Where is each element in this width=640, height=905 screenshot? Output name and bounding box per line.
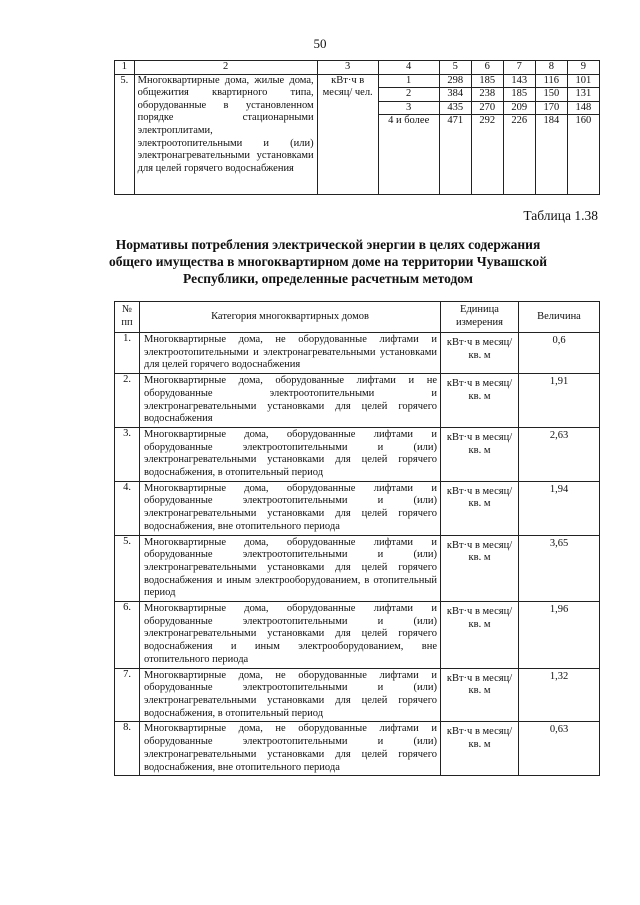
room-count: 1	[378, 74, 439, 88]
header-value: Величина	[519, 302, 600, 333]
page-number: 50	[313, 36, 327, 51]
norms-table-body	[115, 333, 600, 776]
column-header: 6	[471, 61, 503, 75]
row-value: 0,6	[519, 333, 600, 374]
norm-value: 270	[471, 101, 503, 115]
norm-value: 131	[567, 88, 599, 102]
norm-value: 185	[503, 88, 535, 102]
header-row	[115, 302, 600, 333]
column-header: 5	[439, 61, 471, 75]
header-number: № пп	[115, 302, 140, 333]
row-unit: кВт·ч в месяц/ чел.	[317, 74, 378, 195]
row-number: 4.	[115, 481, 140, 535]
norm-value: 143	[503, 74, 535, 88]
row-number: 5.	[115, 535, 140, 602]
header-unit: Единица измерения	[441, 302, 519, 333]
row-value: 3,65	[519, 535, 600, 602]
row-number: 3.	[115, 427, 140, 481]
row-value: 1,94	[519, 481, 600, 535]
norms-table	[114, 301, 600, 776]
row-category: Многоквартирные дома, оборудованные лифтами и оборудованные электроотопительными и (или) электронагревательными установками для целей горячего водоснабжения, вне отопительного периода	[140, 481, 441, 535]
table-label: Таблица 1.38	[523, 208, 598, 223]
room-count: 4 и более	[378, 115, 439, 195]
row-category: Многоквартирные дома, не оборудованные лифтами и оборудованные электроотопительными и (или) электронагревательными установками для целей горячего водоснабжения, в отопительный период	[140, 668, 441, 722]
row-value: 1,96	[519, 602, 600, 669]
row-unit: кВт·ч в месяц/кв. м	[441, 722, 519, 776]
norm-value: 184	[535, 115, 567, 195]
norm-value: 185	[471, 74, 503, 88]
row-unit: кВт·ч в месяц/кв. м	[441, 374, 519, 428]
row-value: 2,63	[519, 427, 600, 481]
column-header: 4	[378, 61, 439, 75]
table-row	[115, 74, 600, 88]
norm-value: 384	[439, 88, 471, 102]
row-unit: кВт·ч в месяц/кв. м	[441, 535, 519, 602]
row-category: Многоквартирные дома, жилые дома, общежития квартирного типа, оборудованные в установленном порядке стационарными электроплитами, электроотопительными и (или) электронагревательными установками для целей горячего водоснабжения	[134, 74, 317, 195]
row-value: 1,32	[519, 668, 600, 722]
row-category: Многоквартирные дома, оборудованные лифтами и не оборудованные электроотопительными и электронагревательными установками для целей горячего водоснабжения	[140, 374, 441, 428]
table-row	[115, 427, 600, 481]
norm-value: 209	[503, 101, 535, 115]
row-category: Многоквартирные дома, оборудованные лифтами и оборудованные электроотопительными и (или) электронагревательными установками для целей горячего водоснабжения, в отопительный период	[140, 427, 441, 481]
column-header: 1	[115, 61, 135, 75]
row-value: 1,91	[519, 374, 600, 428]
column-header: 9	[567, 61, 599, 75]
room-count: 3	[378, 101, 439, 115]
norm-value: 238	[471, 88, 503, 102]
row-unit: кВт·ч в месяц/кв. м	[441, 333, 519, 374]
row-number: 5.	[115, 74, 135, 195]
table-row	[115, 535, 600, 602]
row-unit: кВт·ч в месяц/кв. м	[441, 602, 519, 669]
row-category: Многоквартирные дома, не оборудованные лифтами и оборудованные электроотопительными и (или) электронагревательными установками для целей горячего водоснабжения, вне отопительного периода	[140, 722, 441, 776]
table-row	[115, 668, 600, 722]
row-unit: кВт·ч в месяц/кв. м	[441, 481, 519, 535]
norm-value: 160	[567, 115, 599, 195]
table-row	[115, 722, 600, 776]
row-category: Многоквартирные дома, не оборудованные лифтами и электроотопительными и электронагревательными установками для целей горячего водоснабжения	[140, 333, 441, 374]
row-number: 8.	[115, 722, 140, 776]
row-category: Многоквартирные дома, оборудованные лифтами и оборудованные электроотопительными и (или) электронагревательными установками для целей горячего водоснабжения и иным электрооборудованием, в отопительный период	[140, 535, 441, 602]
row-unit: кВт·ч в месяц/кв. м	[441, 668, 519, 722]
header-category: Категория многоквартирных домов	[140, 302, 441, 333]
column-header: 7	[503, 61, 535, 75]
row-number: 1.	[115, 333, 140, 374]
norm-value: 292	[471, 115, 503, 195]
norm-value: 435	[439, 101, 471, 115]
row-unit: кВт·ч в месяц/кв. м	[441, 427, 519, 481]
norm-value: 298	[439, 74, 471, 88]
row-number: 7.	[115, 668, 140, 722]
row-number: 6.	[115, 602, 140, 669]
table-row	[115, 333, 600, 374]
column-number-row	[115, 61, 600, 75]
column-header: 2	[134, 61, 317, 75]
row-category: Многоквартирные дома, оборудованные лифтами и оборудованные электроотопительными и (или) электронагревательными установками для целей горячего водоснабжения и иным электрооборудованием, вне отопительного периода	[140, 602, 441, 669]
room-count: 2	[378, 88, 439, 102]
table-row	[115, 374, 600, 428]
column-header: 3	[317, 61, 378, 75]
table-title: Нормативы потребления электрической энергии в целях содержания общего имущества в многоквартирном доме на территории Чувашской Республики, определенные расчетным методом	[108, 237, 548, 286]
norm-value: 226	[503, 115, 535, 195]
row-number: 2.	[115, 374, 140, 428]
norm-value: 148	[567, 101, 599, 115]
norm-value: 471	[439, 115, 471, 195]
table-row	[115, 602, 600, 669]
norm-value: 116	[535, 74, 567, 88]
norm-value: 150	[535, 88, 567, 102]
norm-value: 101	[567, 74, 599, 88]
continued-table	[114, 60, 600, 195]
row-value: 0,63	[519, 722, 600, 776]
norm-value: 170	[535, 101, 567, 115]
table-row	[115, 481, 600, 535]
column-header: 8	[535, 61, 567, 75]
